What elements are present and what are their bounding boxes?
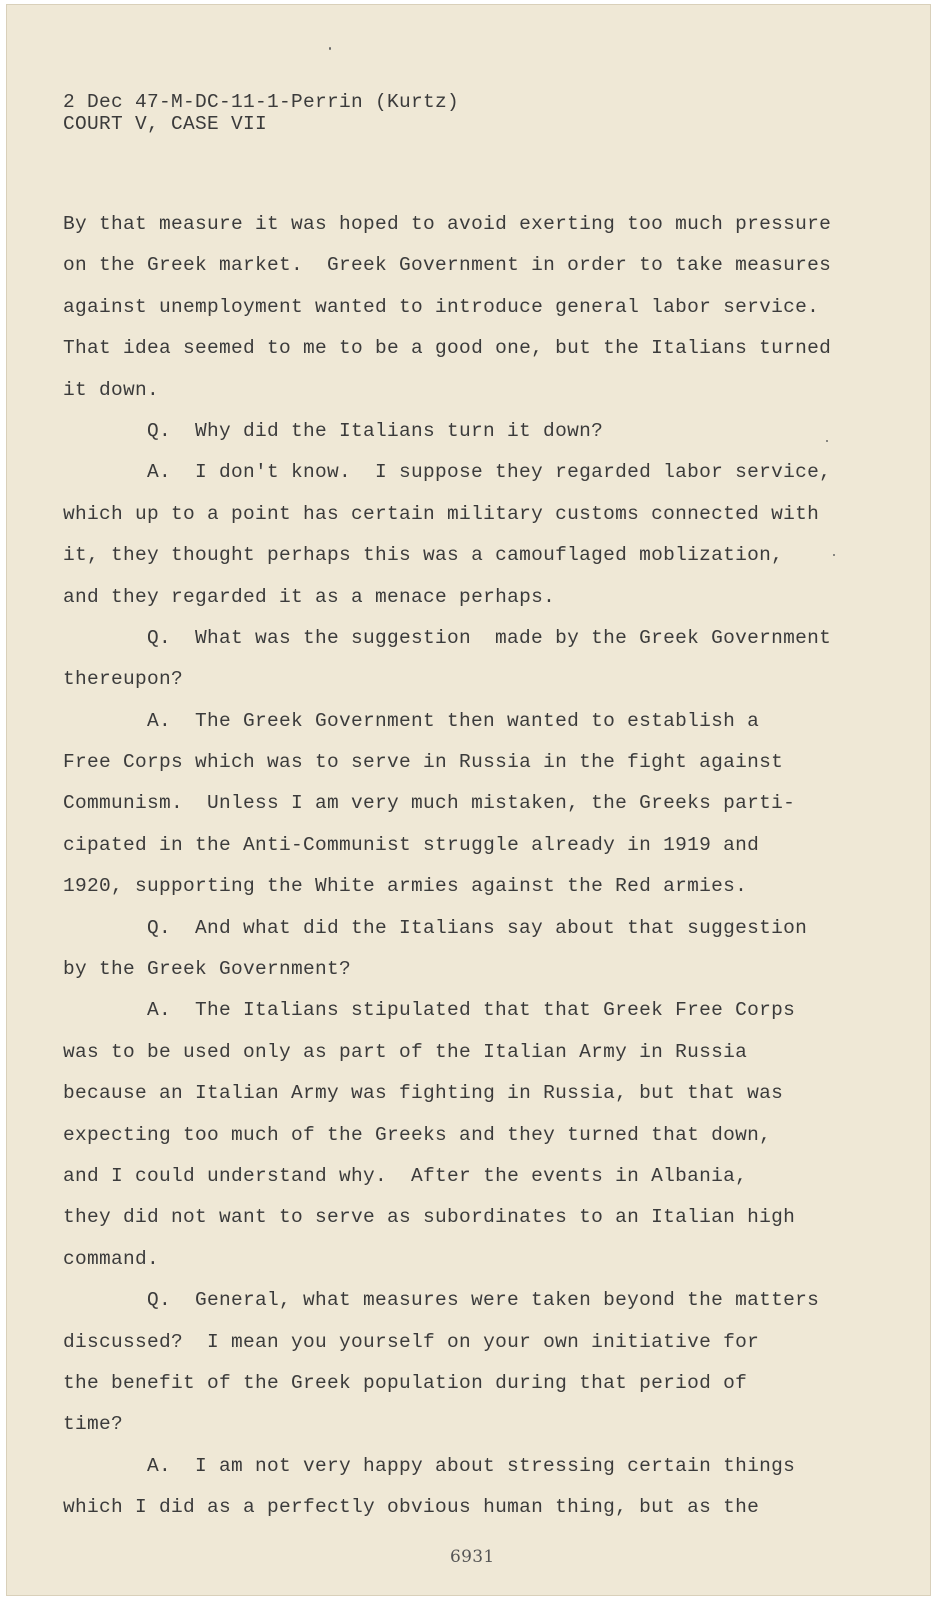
transcript-paragraph <box>63 701 863 742</box>
transcript-line: Q. Why did the Italians turn it down? <box>147 419 604 442</box>
transcript-paragraph <box>63 1322 863 1446</box>
transcript-line: by the Greek Government? <box>63 958 352 981</box>
transcript-line: Q. And what did the Italians say about that suggestion <box>147 916 808 939</box>
transcript-paragraph <box>63 990 863 1031</box>
transcript-line: because an Italian Army was fighting in Russia, but that was <box>63 1082 784 1105</box>
header-court-line: COURT V, CASE VII <box>63 113 268 135</box>
transcript-line: the benefit of the Greek population during that period of <box>63 1371 748 1394</box>
transcript-line: cipated in the Anti-Communist struggle already in 1919 and <box>63 833 760 856</box>
transcript-line: they did not want to serve as subordinates to an Italian high <box>63 1206 796 1229</box>
transcript-line: Q. What was the suggestion made by the Greek Government <box>147 626 832 649</box>
transcript-paragraph <box>63 452 863 493</box>
document-header <box>63 91 459 135</box>
transcript-line: By that measure it was hoped to avoid exerting too much pressure <box>63 213 832 235</box>
transcript-line: A. The Italians stipulated that that Greek Free Corps <box>147 999 796 1022</box>
transcript-line: which up to a point has certain military customs connected with <box>63 502 820 525</box>
document-page <box>6 4 931 1596</box>
page-number: 6931 <box>450 1547 495 1567</box>
transcript-paragraph <box>63 1280 863 1321</box>
transcript-line: 1920, supporting the White armies against the Red armies. <box>63 875 748 898</box>
transcript-line: command. <box>63 1247 160 1270</box>
transcript-line: A. I don't know. I suppose they regarded labor service, <box>147 461 832 484</box>
transcript-paragraph <box>63 1032 863 1280</box>
transcript-paragraph <box>63 949 863 990</box>
transcript-line: was to be used only as part of the Italian Army in Russia <box>63 1040 748 1063</box>
transcript-line: That idea seemed to me to be a good one, but the Italians turned <box>63 337 832 360</box>
header-reference-line: 2 Dec 47-M-DC-11-1-Perrin (Kurtz) <box>63 91 460 113</box>
transcript-paragraph <box>63 742 863 908</box>
transcript-paragraph <box>63 494 863 618</box>
transcript-line: thereupon? <box>63 668 184 691</box>
transcript-paragraph <box>63 1446 863 1487</box>
transcript-paragraph <box>63 411 863 452</box>
transcript-paragraph <box>63 1487 863 1528</box>
transcript-line: which I did as a perfectly obvious human thing, but as the <box>63 1496 760 1519</box>
transcript-line: Q. General, what measures were taken beyond the matters <box>147 1289 820 1312</box>
transcript-line: it down. <box>63 378 160 401</box>
transcript-line: time? <box>63 1413 124 1436</box>
transcript-line: A. The Greek Government then wanted to establish a <box>147 709 760 732</box>
transcript-line: Communism. Unless I am very much mistaken, the Greeks parti- <box>63 792 796 815</box>
transcript-paragraph <box>63 908 863 949</box>
transcript-line: expecting too much of the Greeks and they turned that down, <box>63 1123 772 1146</box>
transcript-paragraph <box>63 618 863 659</box>
transcript-line: and I could understand why. After the events in Albania, <box>63 1164 748 1187</box>
transcript-line: and they regarded it as a menace perhaps. <box>63 585 556 608</box>
transcript-line: Free Corps which was to serve in Russia in the fight against <box>63 751 784 774</box>
transcript-paragraph <box>63 659 863 700</box>
transcript-line: discussed? I mean you yourself on your own initiative for <box>63 1330 760 1353</box>
transcript-line: A. I am not very happy about stressing certain things <box>147 1454 796 1477</box>
paper-speck <box>329 47 331 50</box>
transcript-paragraph <box>63 204 863 411</box>
transcript-line: it, they thought perhaps this was a camouflaged moblization, <box>63 544 784 567</box>
transcript-line: on the Greek market. Greek Government in order to take measures <box>63 254 832 277</box>
transcript-line: against unemployment wanted to introduce general labor service. <box>63 295 820 318</box>
transcript-body <box>63 204 863 1529</box>
